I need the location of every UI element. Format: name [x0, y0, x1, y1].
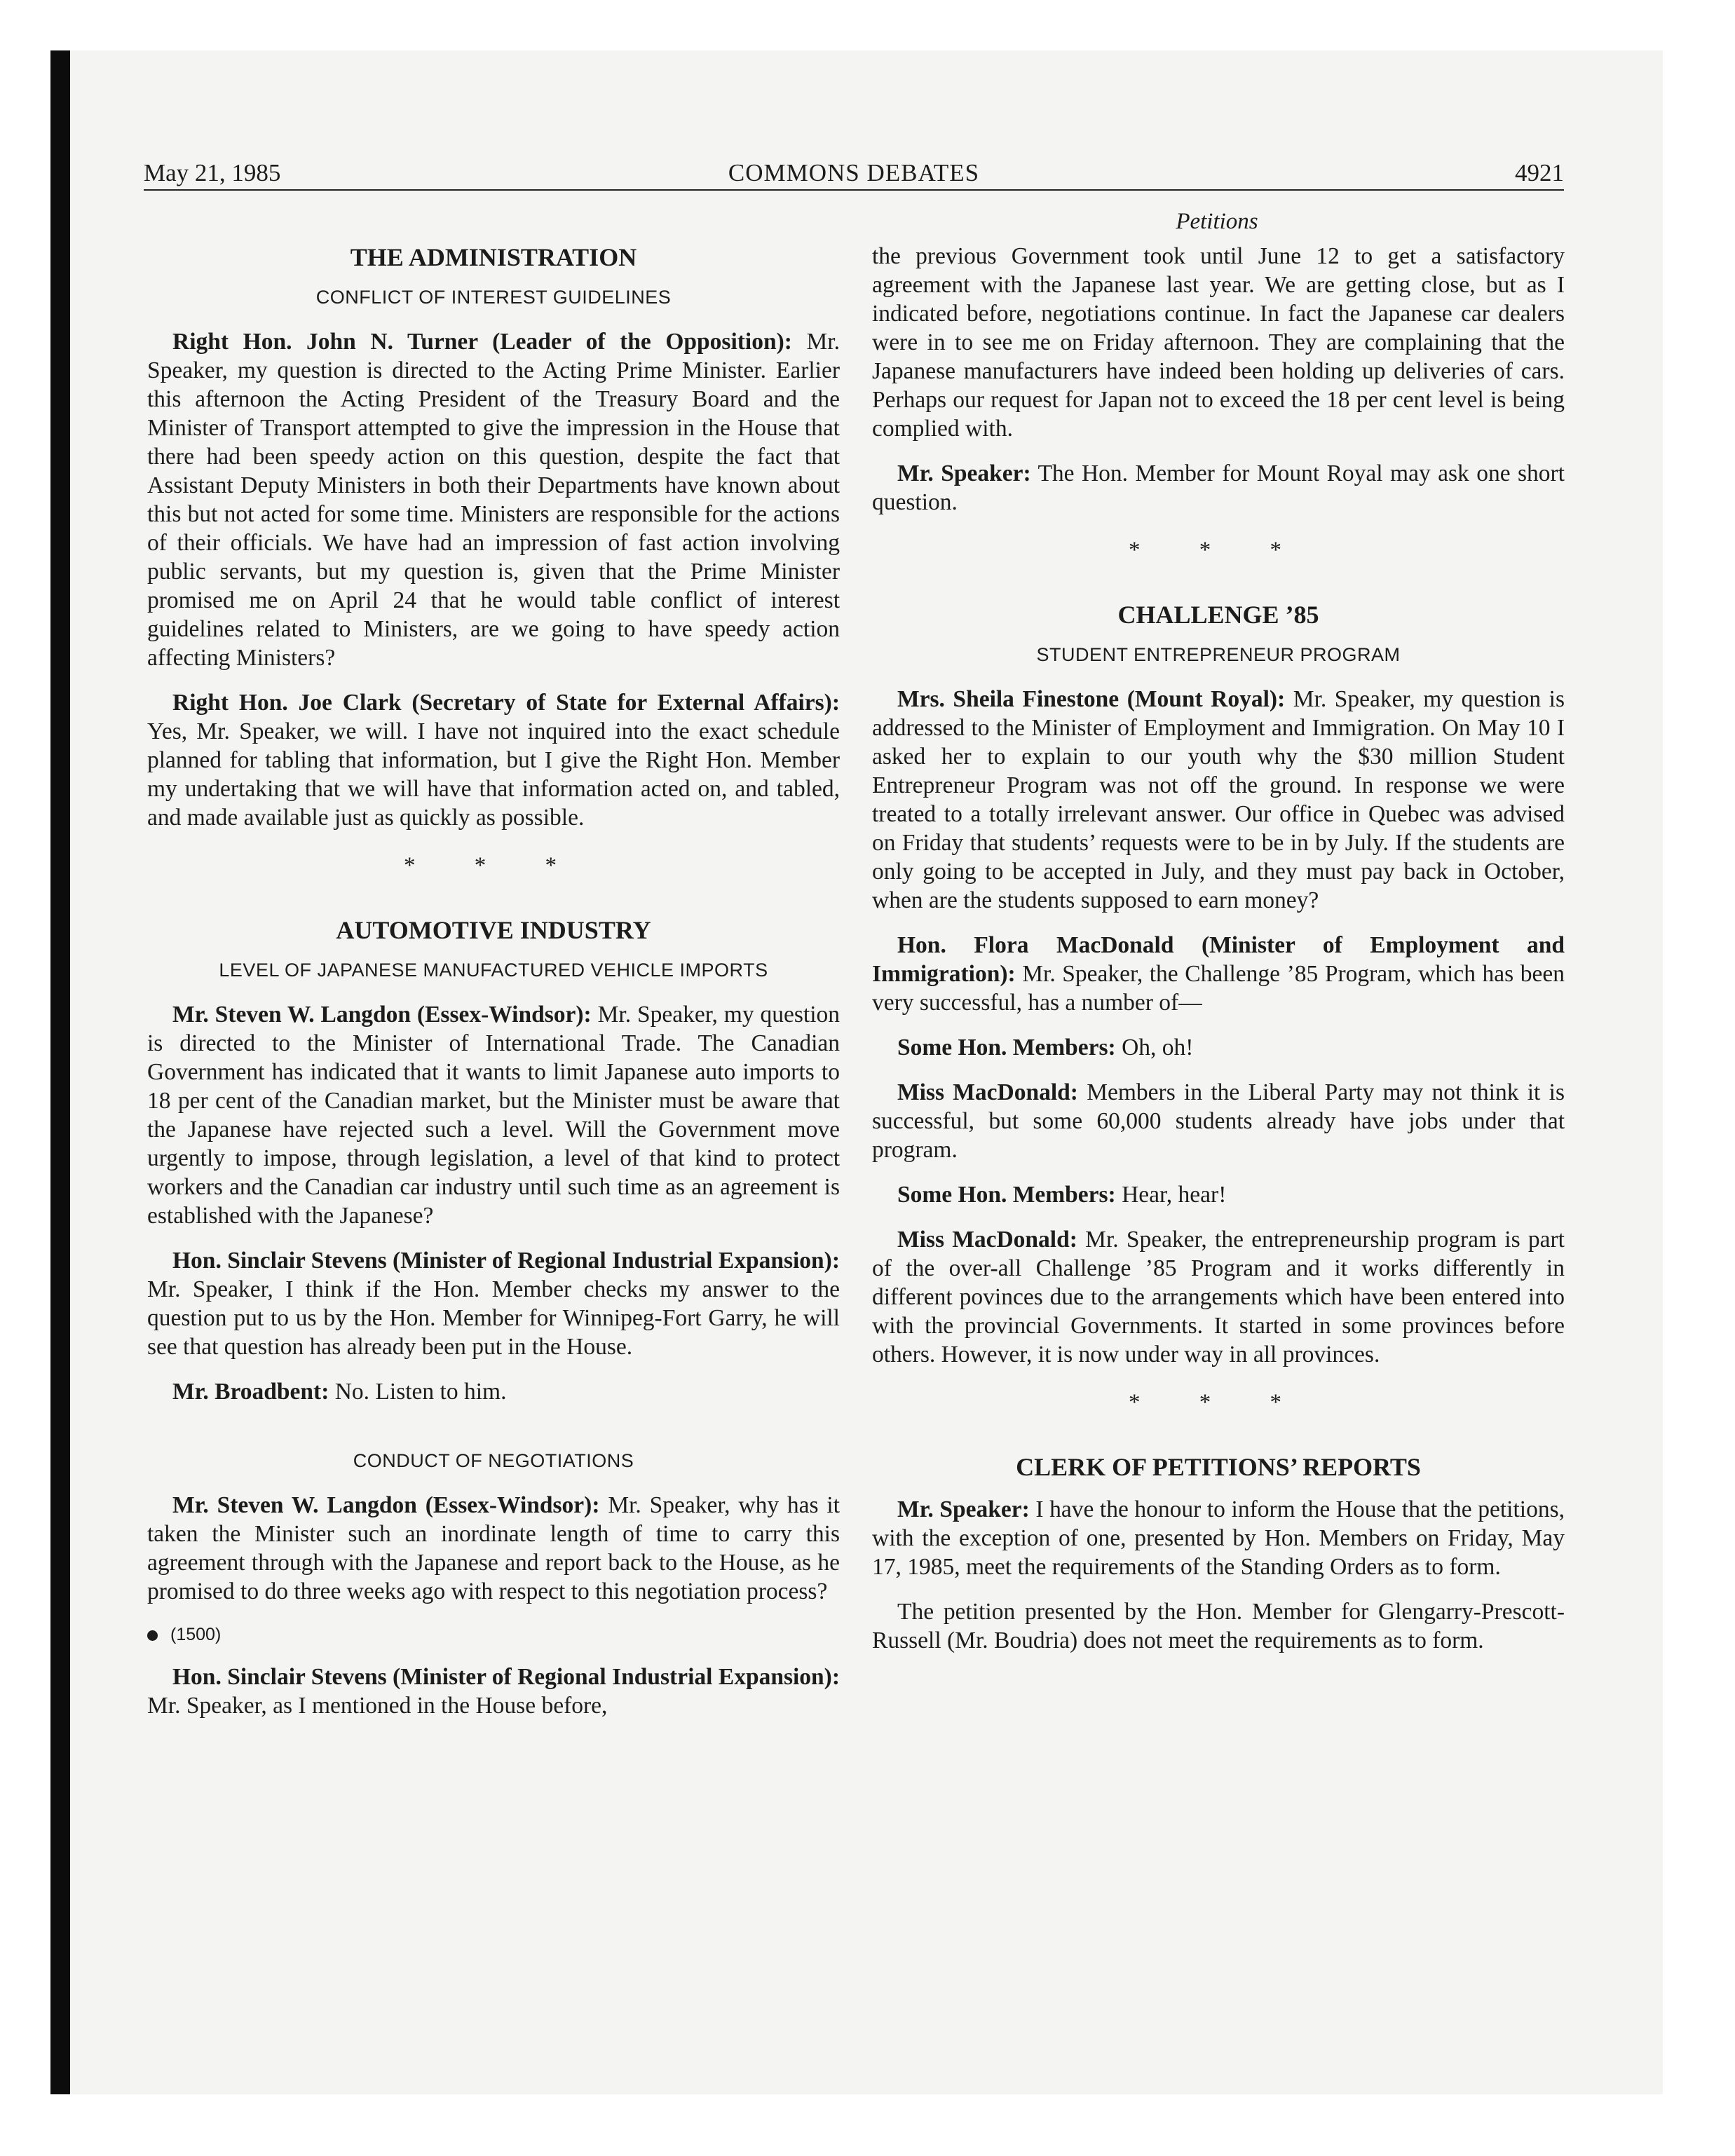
header-date: May 21, 1985 [144, 159, 281, 186]
speaker-name: Mr. Steven W. Langdon (Essex-Windsor): [172, 1002, 592, 1028]
speech-paragraph [147, 1246, 840, 1361]
speech-text: Yes, Mr. Speaker, we will. I have not inquired into the exact schedule planned for tabling that information, but I give the Right Hon. Member my undertaking that we will have that information acted on, and tabled, and made available just as quickly as possible. [147, 718, 840, 831]
spacer [147, 1422, 840, 1449]
subtitle-student-entrepreneur: STUDENT ENTREPRENEUR PROGRAM [1036, 644, 1401, 665]
section-title-challenge-85: CHALLENGE ’85 [1117, 601, 1319, 629]
speaker-name: Miss MacDonald: [897, 1227, 1077, 1253]
subtitle-japanese-imports: LEVEL OF JAPANESE MANUFACTURED VEHICLE IMPORTS [219, 960, 768, 981]
speaker-name: Right Hon. Joe Clark (Secretary of State for External Affairs): [172, 690, 840, 716]
speech-text: Mr. Speaker, the Challenge ’85 Program, which has been very successful, has a number of— [872, 961, 1565, 1016]
speech-paragraph [872, 1597, 1565, 1655]
header-journal-title: COMMONS DEBATES [728, 159, 980, 186]
speech-paragraph [147, 327, 840, 672]
section-separator: * * * [1129, 538, 1308, 563]
speech-text: I have the honour to inform the House that the petitions, with the exception of one, presented by Hon. Members on Friday, May 17, 1985, meet the requirements of the Standing Orders as to form. [872, 1496, 1565, 1580]
speaker-name: Right Hon. John N. Turner (Leader of the Opposition): [172, 329, 792, 355]
speech-paragraph [872, 1180, 1565, 1209]
speech-paragraph [872, 1033, 1565, 1062]
speaker-name: Hon. Sinclair Stevens (Minister of Regional Industrial Expansion): [172, 1248, 840, 1274]
section-separator: * * * [1129, 1390, 1308, 1415]
speaker-name: Hon. Sinclair Stevens (Minister of Regional Industrial Expansion): [172, 1664, 840, 1690]
speech-paragraph [872, 1495, 1565, 1581]
running-head: Petitions [1176, 209, 1258, 234]
section-title-clerk-of-petitions: CLERK OF PETITIONS’ REPORTS [1016, 1453, 1421, 1481]
speech-paragraph [147, 1663, 840, 1720]
time-marker-text: (1500) [170, 1625, 222, 1644]
speaker-name: Mr. Broadbent: [172, 1379, 329, 1405]
speech-text: Mr. Speaker, my question is directed to the Acting Prime Minister. Earlier this afternoon the Acting President of the Treasury Board and the Minister of Transport attempted to give the impression in the House that there had been speedy action on this question, despite the fact that Assistant Deputy Ministers in both their Departments have known about this but not acted for some time. Ministers are responsible for the actions of their officials. We have had an impression of fast action involving public servants, but my question is, given that the Prime Minister promised me on April 24 that he would table conflict of interest guidelines related to Ministers, are we going to have speedy action affecting Ministers? [147, 329, 840, 671]
header-page-number: 4921 [1515, 159, 1564, 186]
speech-text: No. Listen to him. [329, 1379, 507, 1405]
speech-paragraph [147, 1000, 840, 1230]
section-title-automotive: AUTOMOTIVE INDUSTRY [336, 916, 651, 944]
speaker-name: Mr. Speaker: [897, 1496, 1030, 1522]
speech-paragraph [147, 688, 840, 832]
left-column [147, 242, 840, 1736]
speech-text: Members in the Liberal Party may not think it is successful, but some 60,000 students already have jobs under that program. [872, 1079, 1565, 1163]
speech-text: Mr. Speaker, my question is directed to the Minister of International Trade. The Canadian Government has indicated that it wants to limit Japanese auto imports to 18 per cent of the Canadian market, but the Minister must be aware that the Japanese have rejected such a level. Will the Government move urgently to impose, through legislation, a level of that kind to protect workers and the Canadian car industry until such time as an agreement is established with the Japanese? [147, 1002, 840, 1229]
header-rule [144, 189, 1564, 191]
speech-paragraph [147, 1491, 840, 1606]
section-title-administration: THE ADMINISTRATION [350, 243, 637, 271]
speech-paragraph [872, 1225, 1565, 1369]
speaker-name: Mr. Speaker: [897, 460, 1031, 486]
speaker-name: Some Hon. Members: [897, 1182, 1116, 1208]
speech-paragraph [872, 459, 1565, 517]
speech-text: the previous Government took until June 12 to get a satisfactory agreement with the Japanese last year. We are getting close, but as I indicated before, negotiations continue. In fact the Japanese car dealers were in to see me on Friday afternoon. They are complaining that the Japanese manufacturers have indeed been holding up deliveries of cars. Perhaps our request for Japan not to exceed the 18 per cent level is being complied with. [872, 243, 1565, 442]
speech-text: Oh, oh! [1115, 1035, 1194, 1060]
right-column [872, 242, 1565, 1671]
speech-paragraph [872, 242, 1565, 443]
speaker-name: Mrs. Sheila Finestone (Mount Royal): [897, 686, 1286, 712]
scan-edge-strip [50, 50, 70, 2094]
speech-text: Mr. Speaker, as I mentioned in the House before, [147, 1693, 608, 1719]
subtitle-conduct-of-negotiations: CONDUCT OF NEGOTIATIONS [353, 1450, 634, 1471]
speech-text: The petition presented by the Hon. Member for Glengarry-Prescott-Russell (Mr. Boudria) does not meet the requirements as to form. [872, 1599, 1565, 1653]
speech-text: Hear, hear! [1115, 1182, 1227, 1208]
speech-text: Mr. Speaker, my question is addressed to the Minister of Employment and Immigration. On May 10 I asked her to explain to our youth why the $30 million Student Entrepreneur Program was not off the ground. In response we were treated to a totally irrelevant answer. Our office in Quebec was advised on Friday that students’ requests were to be in by July. If the students are only going to be accepted in July, and they must pay back in October, when are the students supposed to earn money? [872, 686, 1565, 913]
bullet-icon [147, 1630, 158, 1641]
speech-text: Mr. Speaker, the entrepreneurship program is part of the over-all Challenge ’85 Program and it works differently in different povinces due to the arrangements which have been entered into with the provincial Governments. It started in some provinces before others. However, it is now under way in all provinces. [872, 1227, 1565, 1367]
speech-paragraph [872, 1078, 1565, 1164]
speaker-name: Mr. Steven W. Langdon (Essex-Windsor): [172, 1492, 600, 1518]
section-separator: * * * [404, 853, 583, 878]
speech-paragraph [872, 931, 1565, 1017]
speech-text: Mr. Speaker, why has it taken the Minister such an inordinate length of time to carry this agreement through with the Japanese and report back to the House, as he promised to do three weeks ago with respect to this negotiation process? [147, 1492, 840, 1604]
speech-paragraph [872, 685, 1565, 915]
speaker-name: Some Hon. Members: [897, 1035, 1116, 1060]
speech-text: Mr. Speaker, I think if the Hon. Member checks my answer to the question put to us by the Hon. Member for Winnipeg-Fort Garry, he will see that question has already been put in the House. [147, 1276, 840, 1360]
time-marker [147, 1622, 840, 1647]
speaker-name: Miss MacDonald: [897, 1079, 1078, 1105]
subtitle-conflict-of-interest: CONFLICT OF INTEREST GUIDELINES [315, 287, 672, 308]
speech-paragraph [147, 1377, 840, 1406]
speech-text: The Hon. Member for Mount Royal may ask one short question. [872, 460, 1565, 515]
speaker-name: Hon. Flora MacDonald (Minister of Employment and Immigration): [872, 932, 1565, 987]
page-header [144, 157, 1564, 192]
